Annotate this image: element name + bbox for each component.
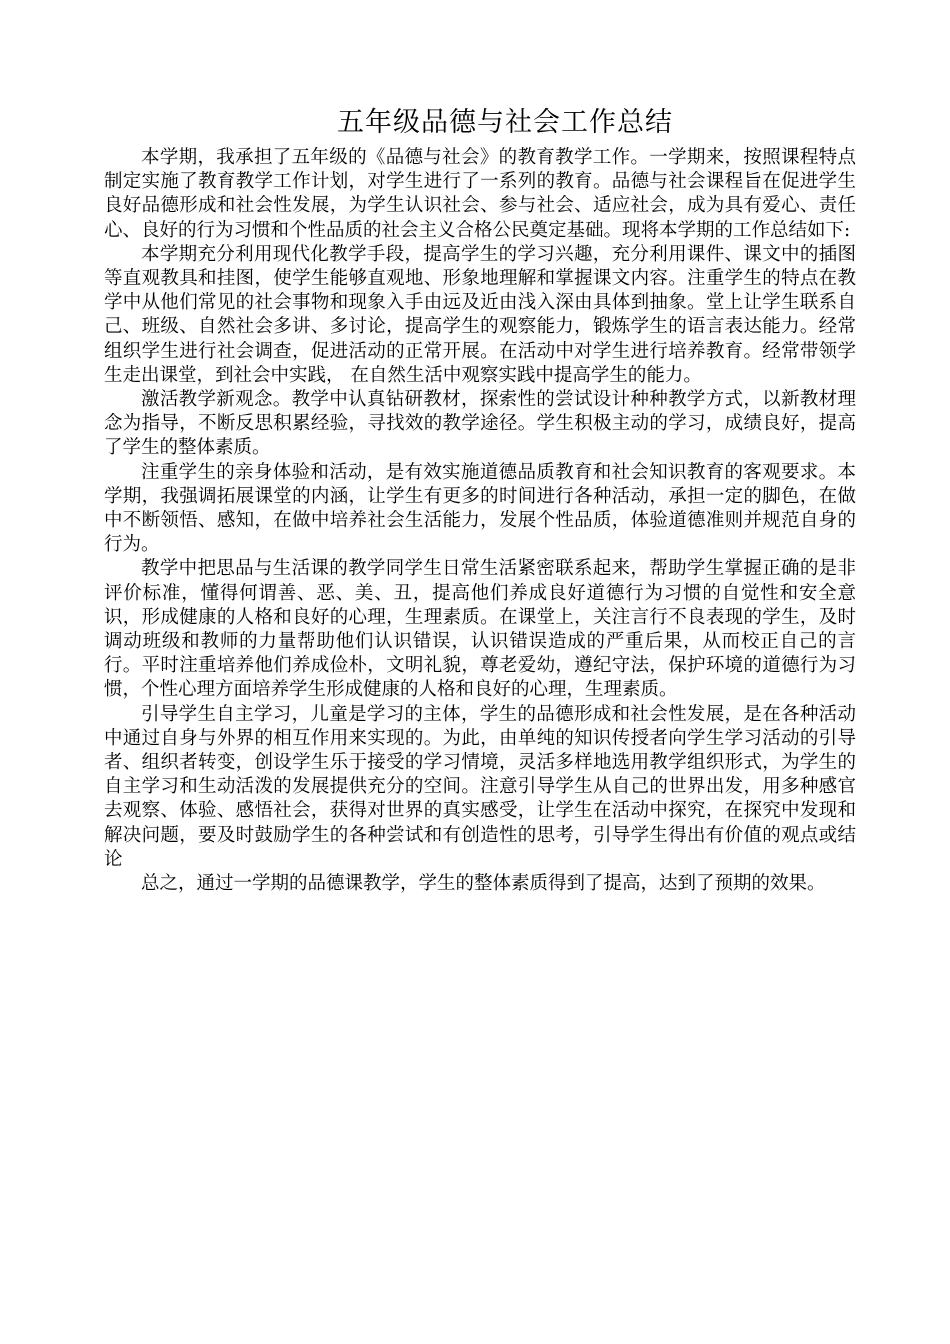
- document-body: [104, 146, 856, 896]
- document-title: 五年级品德与社会工作总结: [337, 107, 673, 138]
- paragraph-experience-activities: 注重学生的亲身体验和活动，是有效实施道德品质教育和社会知识教育的客观要求。本学期，我强调拓展课堂的内涵，让学生有更多的时间进行各种活动，承担一定的脚色，在做中不断领悟、感知，在做中培养社会生活能力，发展个性品质，体验道德准则并规范自身的行为。: [104, 461, 856, 556]
- paragraph-conclusion: 总之，通过一学期的品德课教学，学生的整体素质得到了提高，达到了预期的效果。: [141, 873, 826, 895]
- paragraph-self-learning: 引导学生自主学习，儿童是学习的主体，学生的品德形成和社会性发展，是在各种活动中通过自身与外界的相互作用来实现的。为此，由单纯的知识传授者向学生学习活动的引导者、组织者转变，创设学生乐于接受的学习情境，灵活多样地选用教学组织形式，为学生的自主学习和生动活泼的发展提供充分的空间。注意引导学生从自己的世界出发，用多种感官去观察、体验、感悟社会，获得对世界的真实感受，让学生在活动中探究，在探究中发现和解决问题，要及时鼓励学生的各种尝试和有创造性的思考，引导学生得出有价值的观点或结论: [104, 703, 856, 870]
- paragraph-daily-life: 教学中把思品与生活课的教学同学生日常生活紧密联系起来，帮助学生掌握正确的是非评价标准，懂得何谓善、恶、美、丑，提高他们养成良好道德行为习惯的自觉性和安全意识，形成健康的人格和良好的心理，生理素质。在课堂上，关注言行不良表现的学生，及时调动班级和教师的力量帮助他们认识错误，认识错误造成的严重后果，从而校正自己的言行。平时注重培养他们养成俭朴，文明礼貌，尊老爱幼，遵纪守法，保护环境的道德行为习惯，个性心理方面培养学生形成健康的人格和良好的心理，生理素质。: [104, 558, 856, 701]
- paragraph-intro: 本学期，我承担了五年级的《品德与社会》的教育教学工作。一学期来，按照课程特点制定实施了教育教学工作计划，对学生进行了一系列的教育。品德与社会课程旨在促进学生良好品德形成和社会性发展，为学生认识社会、参与社会、适应社会，成为具有爱心、责任心、良好的行为习惯和个性品质的社会主义合格公民奠定基础。现将本学期的工作总结如下:: [104, 147, 856, 241]
- paragraph-new-concepts: 激活教学新观念。教学中认真钻研教材，探索性的尝试设计种种教学方式，以新教材理念为指导，不断反思积累经验，寻找效的教学途径。学生积极主动的学习，成绩良好，提高了学生的整体素质。: [104, 389, 856, 459]
- paragraph-teaching-methods: 本学期充分利用现代化教学手段，提高学生的学习兴趣，充分利用课件、课文中的插图等直观教具和挂图，使学生能够直观地、形象地理解和掌握课文内容。注重学生的特点在教学中从他们常见的社会事物和现象入手由远及近由浅入深由具体到抽象。堂上让学生联系自己、班级、自然社会多讲、多讨论，提高学生的观察能力，锻炼学生的语言表达能力。经常组织学生进行社会调查，促进活动的正常开展。在活动中对学生进行培养教育。经常带领学生走出课堂，到社会中实践， 在自然生活中观察实践中提高学生的能力。: [104, 243, 856, 386]
